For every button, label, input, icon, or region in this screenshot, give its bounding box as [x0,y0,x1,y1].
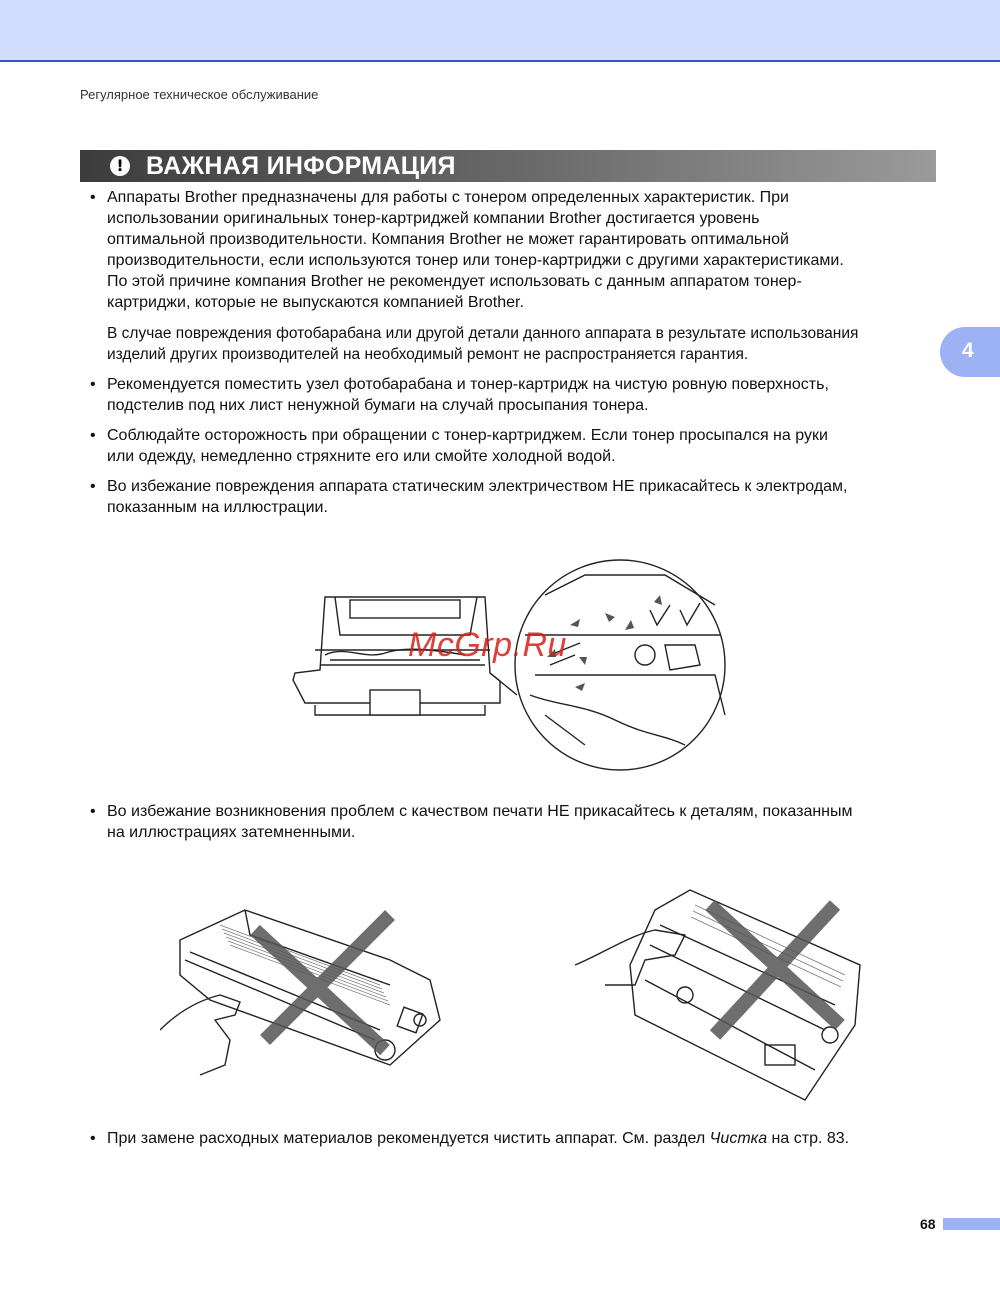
bullet: • [90,427,96,444]
list-item [90,187,940,313]
chapter-tab[interactable] [940,327,1000,377]
exclamation-icon: ! [110,156,130,176]
item-line: или одежду, немедленно стряхните его или смойте холодной водой. [107,448,616,465]
list-item [90,425,940,467]
item-line: Во избежание повреждения аппарата статическим электричеством НЕ прикасайтесь к электродам, [107,478,848,495]
list-item [90,801,940,843]
list-item [90,374,940,416]
page-number: 68 [920,1216,936,1232]
warranty-note [107,323,942,365]
toner-cartridge-illustration [160,890,460,1080]
bullet: • [90,189,96,206]
item-line: Рекомендуется поместить узел фотобарабана и тонер-картридж на чистую ровную поверхность, [107,376,829,393]
item-text: на стр. 83. [767,1130,850,1147]
page-number-bar [943,1218,1000,1230]
watermark: McGrp.Ru [408,626,567,664]
note-line: изделий других производителей на необходимый ремонт не распространяется гарантия. [107,346,749,363]
item-line: Во избежание возникновения проблем с качеством печати НЕ прикасайтесь к деталям, показанным [107,803,853,820]
item-line: показанным на иллюстрации. [107,499,328,516]
item-line: производительности, если используются тонер или тонер-картриджи с другими характеристиками. [107,252,844,269]
drum-unit-illustration [575,885,875,1110]
printer-electrodes-illustration [285,555,735,775]
bullet: • [90,1130,96,1147]
item-line: Аппараты Brother предназначены для работы с тонером определенных характеристик. При [107,189,789,206]
bullet: • [90,478,96,495]
list-item [90,1128,940,1149]
item-text: При замене расходных материалов рекомендуется чистить аппарат. См. раздел [107,1130,710,1147]
item-line: на иллюстрациях затемненными. [107,824,356,841]
item-line: Соблюдайте осторожность при обращении с тонер-картриджем. Если тонер просыпался на руки [107,427,828,444]
chapter-tab-label: 4 [962,339,974,362]
breadcrumb: Регулярное техническое обслуживание [80,87,319,102]
item-line: использовании оригинальных тонер-картриджей компании Brother достигается уровень [107,210,760,227]
item-line: картриджи, которые не выпускаются компанией Brother. [107,294,524,311]
top-band [0,0,1000,62]
banner-title: ВАЖНАЯ ИНФОРМАЦИЯ [146,151,456,180]
list-item [90,476,940,518]
chistka-link[interactable]: Чистка [709,1130,768,1147]
important-banner [80,150,936,182]
item-line: оптимальной производительности. Компания Brother не может гарантировать оптимальной [107,231,789,248]
item-line: подстелив под них лист ненужной бумаги на случай просыпания тонера. [107,397,649,414]
item-line: По этой причине компания Brother не рекомендует использовать с данным аппаратом тонер- [107,273,802,290]
bullet: • [90,803,96,820]
note-line: В случае повреждения фотобарабана или другой детали данного аппарата в результате использования [107,325,859,342]
bullet: • [90,376,96,393]
